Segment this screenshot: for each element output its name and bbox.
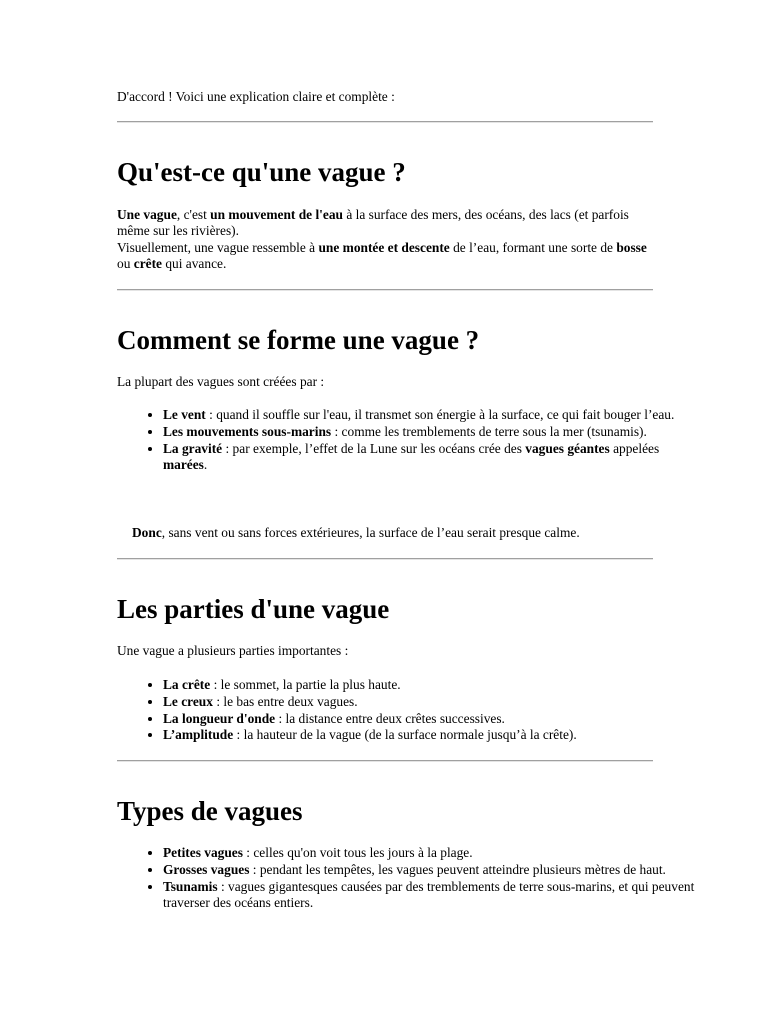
list-item: • L’amplitude : la hauteur de la vague (de la surface normale jusqu’à la crête). <box>163 727 699 744</box>
parts-list <box>117 677 699 744</box>
divider <box>117 289 653 291</box>
list-item: • Tsunamis : vagues gigantesques causées par des tremblements de terre sous-marins, et qui peuvent traverser des océans entiers. <box>163 879 699 913</box>
bold-text: crête <box>133 256 162 271</box>
list-item: • Les mouvements sous-marins : comme les tremblements de terre sous la mer (tsunamis). <box>163 424 699 441</box>
section-title-how-wave-forms: Comment se forme une vague ? <box>117 325 480 355</box>
causes-list <box>117 407 699 474</box>
list-item: • Le creux : le bas entre deux vagues. <box>163 694 699 711</box>
section-title-wave-types: Types de vagues <box>117 796 303 826</box>
parts-lead: Une vague a plusieurs parties importantes : <box>117 643 349 658</box>
section-title-what-is-wave: Qu'est-ce qu'une vague ? <box>117 157 406 187</box>
visual-description-paragraph: Visuellement, une vague ressemble à une montée et descente de l’eau, formant une sorte de bosse ou crête qui avance. <box>117 240 647 271</box>
bold-text: bosse <box>616 240 647 255</box>
types-list <box>117 845 699 912</box>
bold-text: une montée et descente <box>318 240 450 255</box>
list-item: • Grosses vagues : pendant les tempêtes, les vagues peuvent atteindre plusieurs mètres de haut. <box>163 862 699 879</box>
intro-text: D'accord ! Voici une explication claire et complète : <box>117 89 395 104</box>
divider <box>117 121 653 123</box>
causes-lead: La plupart des vagues sont créées par : <box>117 374 325 389</box>
bold-text: un mouvement de l'eau <box>210 207 343 222</box>
conclusion-paragraph: Donc, sans vent ou sans forces extérieures, la surface de l’eau serait presque calme. <box>132 525 580 540</box>
list-item: • La gravité : par exemple, l’effet de la Lune sur les océans crée des vagues géantes appelées marées. <box>163 441 699 475</box>
definition-paragraph: Une vague, c'est un mouvement de l'eau à la surface des mers, des océans, des lacs (et parfois même sur les rivières). <box>117 207 629 238</box>
list-item: • La longueur d'onde : la distance entre deux crêtes successives. <box>163 711 699 728</box>
divider <box>117 558 653 560</box>
list-item: • Le vent : quand il souffle sur l'eau, il transmet son énergie à la surface, ce qui fait bouger l’eau. <box>163 407 699 424</box>
list-item: • La crête : le sommet, la partie la plus haute. <box>163 677 699 694</box>
section-title-wave-parts: Les parties d'une vague <box>117 594 390 624</box>
list-item: • Petites vagues : celles qu'on voit tous les jours à la plage. <box>163 845 699 862</box>
bold-text: Une vague <box>117 207 177 222</box>
divider <box>117 760 653 762</box>
